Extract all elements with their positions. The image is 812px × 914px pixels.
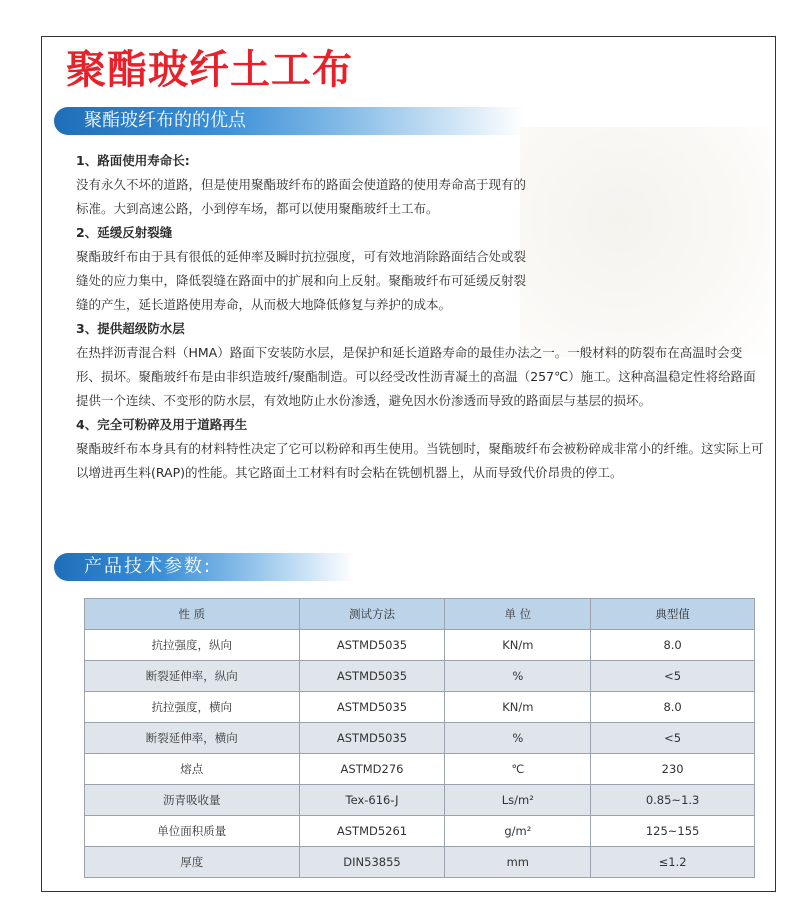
cell-unit: ℃	[445, 754, 591, 785]
cell-method: DIN53855	[299, 847, 445, 878]
advantage-text: 聚酯玻纤布本身具有的材料特性决定了它可以粉碎和再生使用。当铣刨时，聚酯玻纤布会被粉碎成非常小的纤维。这实际上可以增进再生料(RAP)的性能。其它路面土工材料有时会粘在铣刨机器上，从而导致代价昂贵的停工。	[76, 441, 764, 480]
table-row	[85, 785, 755, 816]
advantages-heading: 聚酯玻纤布的的优点	[54, 107, 524, 135]
advantages-body	[76, 149, 766, 485]
cell-value: ≤1.2	[591, 847, 755, 878]
table-row	[85, 661, 755, 692]
cell-method: Tex-616-J	[299, 785, 445, 816]
cell-unit: mm	[445, 847, 591, 878]
column-header-typical: 典型值	[591, 599, 755, 630]
advantage-title: 2、延缓反射裂缝	[76, 225, 173, 240]
cell-unit: g/m²	[445, 816, 591, 847]
column-header-property: 性 质	[85, 599, 300, 630]
cell-method: ASTMD5035	[299, 661, 445, 692]
table-row	[85, 723, 755, 754]
advantage-text: 没有永久不坏的道路，但是使用聚酯玻纤布的路面会使道路的使用寿命高于现有的标准。大到高速公路，小到停车场，都可以使用聚酯玻纤土工布。	[76, 177, 527, 216]
column-header-method: 测试方法	[299, 599, 445, 630]
cell-value: 230	[591, 754, 755, 785]
cell-value: 0.85~1.3	[591, 785, 755, 816]
table-row	[85, 692, 755, 723]
document-frame	[41, 36, 776, 892]
advantage-title: 4、完全可粉碎及用于道路再生	[76, 417, 248, 432]
cell-unit: %	[445, 723, 591, 754]
cell-property: 单位面积质量	[85, 816, 300, 847]
cell-property: 厚度	[85, 847, 300, 878]
cell-method: ASTMD276	[299, 754, 445, 785]
cell-property: 沥青吸收量	[85, 785, 300, 816]
cell-unit: %	[445, 661, 591, 692]
cell-property: 抗拉强度，横向	[85, 692, 300, 723]
table-row	[85, 816, 755, 847]
cell-value: <5	[591, 723, 755, 754]
advantage-title: 1、路面使用寿命长:	[76, 153, 190, 168]
advantage-title: 3、提供超级防水层	[76, 321, 185, 336]
cell-property: 断裂延伸率，纵向	[85, 661, 300, 692]
cell-method: ASTMD5035	[299, 630, 445, 661]
specs-table	[84, 598, 755, 878]
cell-method: ASTMD5035	[299, 723, 445, 754]
cell-value: 125~155	[591, 816, 755, 847]
cell-method: ASTMD5035	[299, 692, 445, 723]
cell-unit: KN/m	[445, 692, 591, 723]
specs-heading: 产品技术参数:	[54, 553, 354, 581]
cell-value: 8.0	[591, 630, 755, 661]
table-row	[85, 630, 755, 661]
cell-value: 8.0	[591, 692, 755, 723]
cell-method: ASTMD5261	[299, 816, 445, 847]
page-title: 聚酯玻纤土工布	[66, 47, 353, 93]
cell-value: <5	[591, 661, 755, 692]
cell-unit: Ls/m²	[445, 785, 591, 816]
table-header-row	[85, 599, 755, 630]
column-header-unit: 单 位	[445, 599, 591, 630]
cell-property: 抗拉强度，纵向	[85, 630, 300, 661]
cell-property: 熔点	[85, 754, 300, 785]
advantage-text: 聚酯玻纤布由于具有很低的延伸率及瞬时抗拉强度，可有效地消除路面结合处或裂缝处的应力集中，降低裂缝在路面中的扩展和向上反射。聚酯玻纤布可延缓反射裂缝的产生，延长道路使用寿命，从而极大地降低修复与养护的成本。	[76, 249, 527, 312]
table-row	[85, 847, 755, 878]
cell-property: 断裂延伸率，横向	[85, 723, 300, 754]
cell-unit: KN/m	[445, 630, 591, 661]
table-row	[85, 754, 755, 785]
advantage-text: 在热拌沥青混合料（HMA）路面下安装防水层，是保护和延长道路寿命的最佳办法之一。一般材料的防裂布在高温时会变形、损坏。聚酯玻纤布是由非织造玻纤/聚酯制造。可以经受改性沥青凝土的高温（257℃）施工。这种高温稳定性将给路面提供一个连续、不变形的防水层，有效地防止水份渗透，避免因水份渗透而导致的路面层与基层的损坏。	[76, 345, 756, 408]
